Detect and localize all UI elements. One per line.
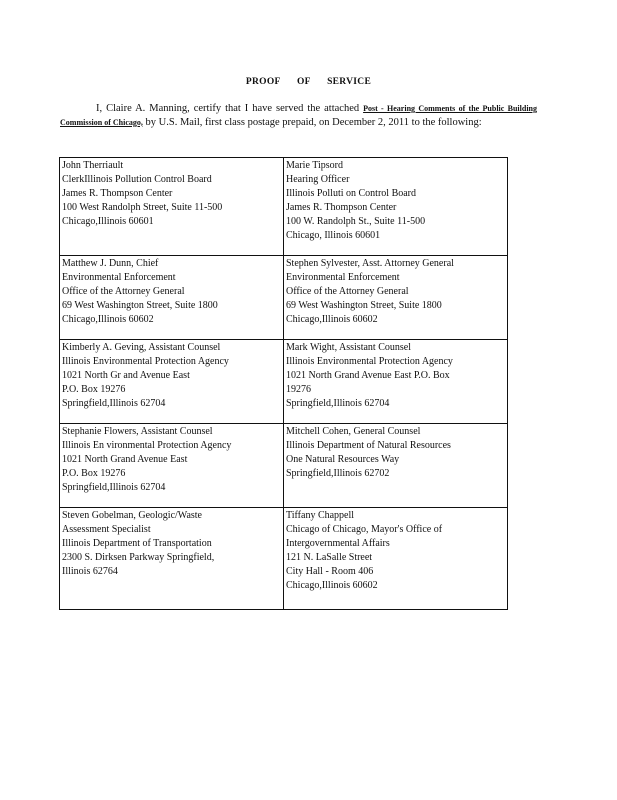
address-line: Chicago,Illinois 60602 <box>62 314 154 325</box>
address-line: One Natural Resources Way <box>286 454 400 465</box>
address-line: 2300 S. Dirksen Parkway Springfield, <box>62 552 215 563</box>
address-line: Environmental Enforcement <box>62 272 176 283</box>
recipient-name: Matthew J. Dunn, Chief <box>62 258 159 269</box>
address-line: Illinois Environmental Protection Agency <box>286 356 453 367</box>
address-line: Assessment Specialist <box>62 524 151 535</box>
table-row <box>60 256 508 340</box>
address-line: 100 W. Randolph St., Suite 11-500 <box>286 216 426 227</box>
address-line: Illinois 62764 <box>62 566 118 577</box>
address-line: 1021 North Grand Avenue East P.O. Box <box>286 370 450 381</box>
recipient-cell <box>284 256 508 340</box>
table-row <box>60 340 508 424</box>
table-row <box>60 424 508 508</box>
recipient-name: Mitchell Cohen, General Counsel <box>286 426 421 437</box>
address-line: Illinois Polluti on Control Board <box>286 188 417 199</box>
recipient-name: Marie Tipsord <box>286 160 343 171</box>
service-list-table <box>59 157 508 610</box>
address-line: Springfield,Illinois 62704 <box>62 482 166 493</box>
address-line: Environmental Enforcement <box>286 272 400 283</box>
address-line: Chicago,Illinois 60602 <box>286 580 378 591</box>
recipient-cell <box>60 158 284 256</box>
address-line: Chicago, Illinois 60601 <box>286 230 381 241</box>
address-line: Springfield,Illinois 62704 <box>62 398 166 409</box>
recipient-cell <box>284 424 508 508</box>
address-line: Illinois Department of Natural Resources <box>286 440 451 451</box>
recipient-cell <box>284 340 508 424</box>
intro-text-end: by U.S. Mail, first class postage prepaid, on December 2, 2011 to the following: <box>145 116 482 128</box>
address-line: P.O. Box 19276 <box>62 384 126 395</box>
document-title: Post - Hearing Comments of the Public Building Commission of Chicago, <box>60 104 537 127</box>
address-line: Illinois Environmental Protection Agency <box>62 356 229 367</box>
recipient-cell <box>60 340 284 424</box>
address-line: 1021 North Gr and Avenue East <box>62 370 190 381</box>
intro-text: I, Claire A. Manning, certify that I have served the attached <box>96 103 360 114</box>
address-line: Springfield,Illinois 62704 <box>286 398 390 409</box>
certification-paragraph <box>60 102 537 129</box>
recipient-cell <box>284 508 508 610</box>
address-line: 1021 North Grand Avenue East <box>62 454 188 465</box>
address-line: City Hall - Room 406 <box>286 566 374 577</box>
address-line: Office of the Attorney General <box>286 286 409 297</box>
page-title: PROOF OF SERVICE <box>245 77 372 87</box>
address-line: 19276 <box>286 384 311 395</box>
address-line: Illinois Department of Transportation <box>62 538 212 549</box>
table-row <box>60 158 508 256</box>
recipient-name: Stephanie Flowers, Assistant Counsel <box>62 426 213 437</box>
recipient-name: Stephen Sylvester, Asst. Attorney General <box>286 258 454 269</box>
address-line: Chicago,Illinois 60601 <box>62 216 154 227</box>
recipient-name: John Therriault <box>62 160 124 171</box>
address-line: Intergovernmental Affairs <box>286 538 390 549</box>
recipient-name: Mark Wight, Assistant Counsel <box>286 342 411 353</box>
address-line: 69 West Washington Street, Suite 1800 <box>286 300 442 311</box>
recipient-cell <box>60 256 284 340</box>
address-line: Illinois En vironmental Protection Agency <box>62 440 232 451</box>
address-line: James R. Thompson Center <box>62 188 173 199</box>
recipient-name: Kimberly A. Geving, Assistant Counsel <box>62 342 221 353</box>
address-line: Chicago,Illinois 60602 <box>286 314 378 325</box>
address-line: Office of the Attorney General <box>62 286 185 297</box>
address-line: Springfield,Illinois 62702 <box>286 468 390 479</box>
recipient-cell <box>60 424 284 508</box>
address-line: James R. Thompson Center <box>286 202 397 213</box>
address-line: Hearing Officer <box>286 174 350 185</box>
address-line: 100 West Randolph Street, Suite 11-500 <box>62 202 223 213</box>
address-line: 121 N. LaSalle Street <box>286 552 373 563</box>
address-line: P.O. Box 19276 <box>62 468 126 479</box>
address-line: ClerkIllinois Pollution Control Board <box>62 174 212 185</box>
address-line: 69 West Washington Street, Suite 1800 <box>62 300 218 311</box>
recipient-name: Steven Gobelman, Geologic/Waste <box>62 510 202 521</box>
recipient-cell <box>60 508 284 610</box>
recipient-cell <box>284 158 508 256</box>
table-row <box>60 508 508 610</box>
address-line: Chicago of Chicago, Mayor's Office of <box>286 524 443 535</box>
recipient-name: Tiffany Chappell <box>286 510 355 521</box>
